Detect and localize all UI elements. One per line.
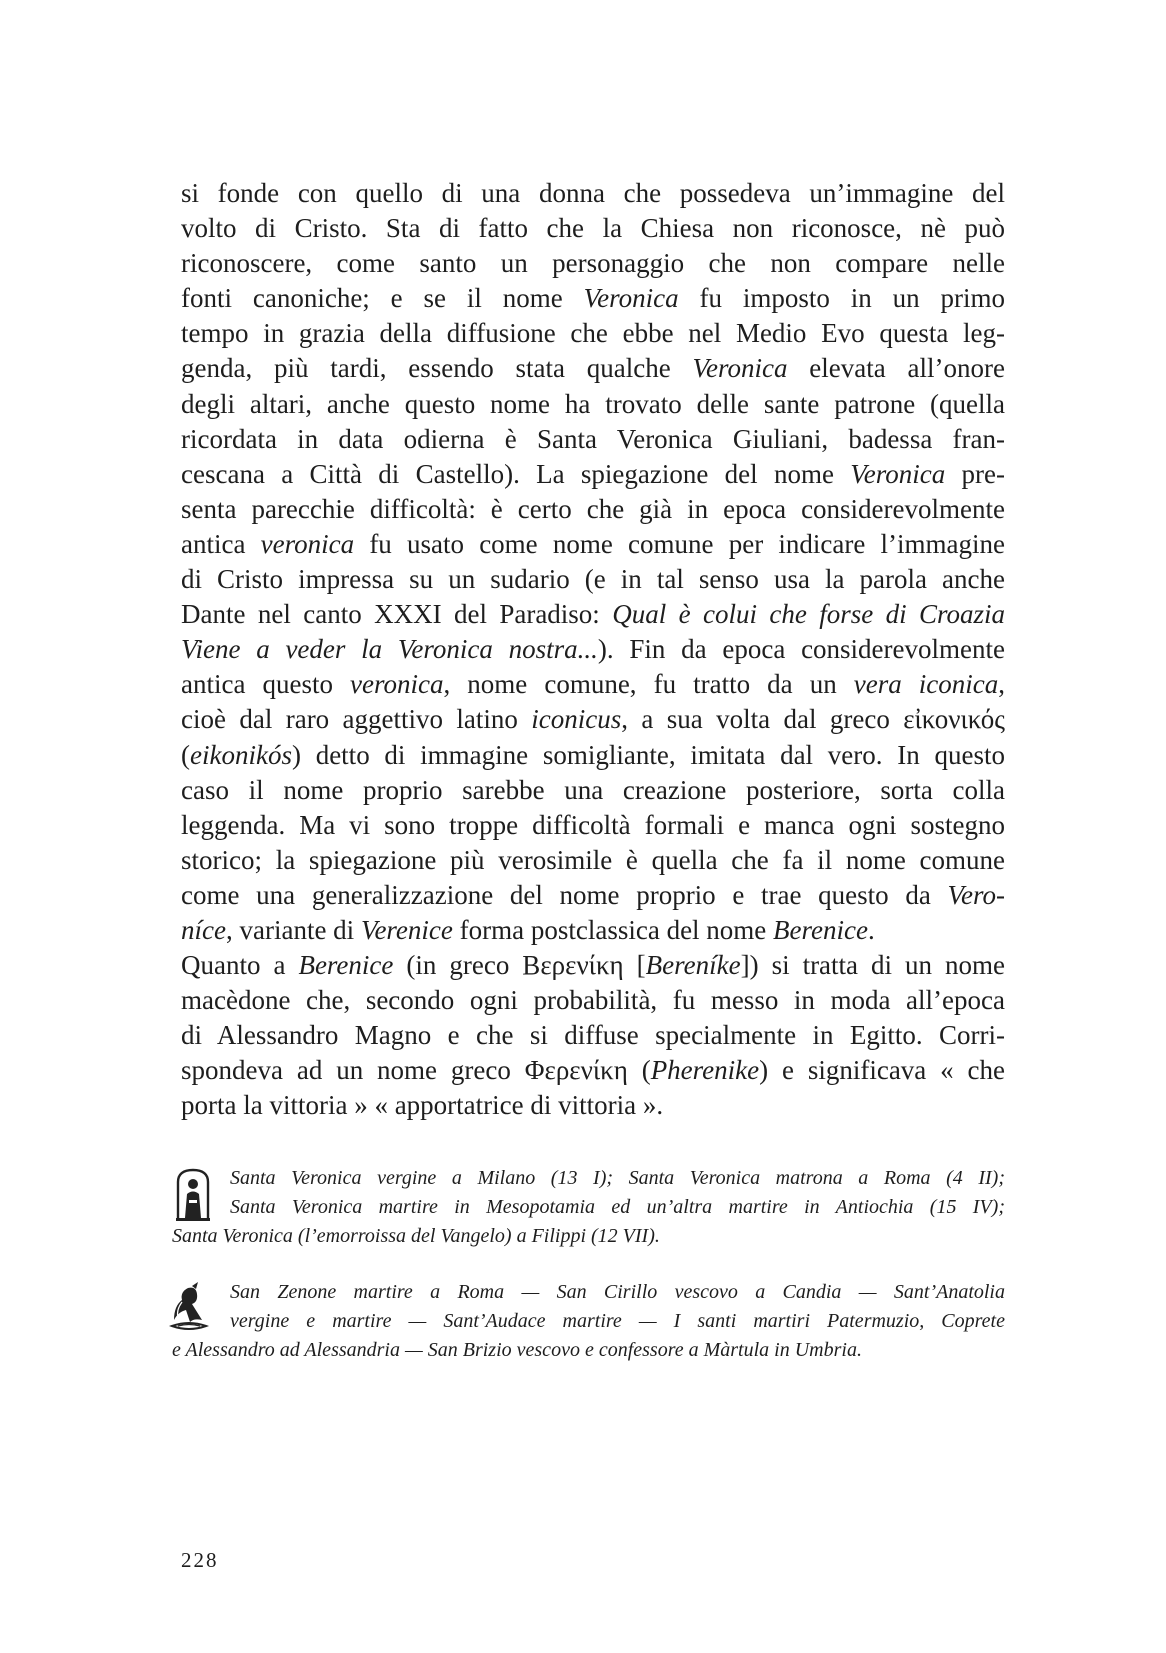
- saints-note-day: [172, 1278, 1005, 1365]
- text-line: fonti canoniche; e se il nome Veronica fu imposto in un primo: [181, 283, 1005, 314]
- note-line: Santa Veronica martire in Mesopotamia ed un’altra martire in Antiochia (15 IV);: [230, 1196, 1005, 1218]
- text-line: degli altari, anche questo nome ha trovato delle sante patrone (quella: [181, 388, 1005, 419]
- italic-term: Verenice: [360, 914, 453, 945]
- italic-term: Veronica: [692, 353, 788, 384]
- italic-term: vera iconica: [853, 669, 999, 700]
- text-line: senta parecchie difficoltà: è certo che già in epoca considerevolmente: [181, 493, 1005, 524]
- text-line: Viene a veder la Veronica nostra...). Fin da epoca considerevolmente: [181, 634, 1005, 665]
- italic-term: veronica: [350, 669, 444, 700]
- italic-term: Veronica: [583, 283, 679, 314]
- saints-note-veronica: [172, 1164, 1005, 1251]
- note-line: vergine e martire — Sant’Audace martire — I santi martiri Patermuzio, Coprete: [230, 1310, 1005, 1332]
- text-line: come una generalizzazione del nome proprio e trae questo da Vero-: [181, 879, 1005, 910]
- italic-term: Veronica: [850, 458, 946, 489]
- text-line: cioè dal raro aggettivo latino iconicus, a sua volta dal greco εἰκονικός: [181, 704, 1005, 735]
- text-line: tempo in grazia della diffusione che ebbe nel Medio Evo questa leg-: [181, 318, 1005, 349]
- italic-term: Qual è colui che forse di Croazia: [612, 599, 1005, 630]
- text-line: antica veronica fu usato come nome comune per indicare l’immagine: [181, 528, 1005, 559]
- text-line: caso il nome proprio sarebbe una creazione posteriore, sorta colla: [181, 774, 1005, 805]
- italic-term: iconicus: [531, 704, 622, 735]
- text-line: di Alessandro Magno e che si diffuse specialmente in Egitto. Corri-: [181, 1020, 1005, 1051]
- text-line: ricordata in data odierna è Santa Veronica Giuliani, badessa fran-: [181, 423, 1005, 454]
- text-line: (eikonikós) detto di immagine somigliante, imitata dal vero. In questo: [181, 739, 1005, 770]
- italic-term: Bereníke: [645, 950, 741, 981]
- text-line: storico; la spiegazione più verosimile è quella che fa il nome comune: [181, 844, 1005, 875]
- page-number: 228: [181, 1548, 219, 1572]
- text-line: si fonde con quello di una donna che possedeva un’immagine del: [181, 178, 1005, 208]
- italic-term: níce: [181, 914, 226, 945]
- main-text-block: [181, 176, 1005, 1124]
- italic-term: Berenice: [773, 914, 868, 945]
- italic-term: Pherenike: [650, 1055, 760, 1086]
- italic-term: Berenice: [298, 950, 394, 981]
- text-line: di Cristo impressa su un sudario (e in tal senso usa la parola anche: [181, 564, 1005, 595]
- text-line: antica questo veronica, nome comune, fu tratto da un vera iconica,: [181, 669, 1005, 700]
- text-line: porta la vittoria » « apportatrice di vittoria ».: [181, 1090, 664, 1121]
- text-line: riconoscere, come santo un personaggio che non compare nelle: [181, 248, 1005, 279]
- text-line: Dante nel canto XXXI del Paradiso: Qual è colui che forse di Croazia: [181, 599, 1005, 630]
- text-line: volto di Cristo. Sta di fatto che la Chiesa non riconosce, nè può: [181, 213, 1005, 244]
- note-line: Santa Veronica (l’emorroissa del Vangelo) a Filippi (12 VII).: [172, 1225, 660, 1247]
- text-line: Quanto a Berenice (in greco Βερενίκη [Bereníke]) si tratta di un nome: [181, 950, 1005, 981]
- italic-term: veronica: [260, 528, 355, 559]
- note-line: San Zenone martire a Roma — San Cirillo vescovo a Candia — Sant’Anatolia: [230, 1281, 1005, 1303]
- text-line: leggenda. Ma vi sono troppe difficoltà formali e manca ogni sostegno: [181, 809, 1005, 840]
- italic-term: Vero-: [947, 879, 1005, 910]
- note-line: Santa Veronica vergine a Milano (13 I); Santa Veronica matrona a Roma (4 II);: [230, 1167, 1005, 1189]
- italic-term: Viene a veder la Veronica nostra...: [181, 634, 598, 665]
- text-line: cescana a Città di Castello). La spiegazione del nome Veronica pre-: [181, 458, 1005, 489]
- note-line: e Alessandro ad Alessandria — San Brizio vescovo e confessore a Màrtula in Umbria.: [172, 1339, 862, 1361]
- text-line: genda, più tardi, essendo stata qualche Veronica elevata all’onore: [181, 353, 1005, 384]
- italic-term: eikonikós: [190, 739, 292, 770]
- text-line: macèdone che, secondo ogni probabilità, fu messo in moda all’epoca: [181, 985, 1005, 1016]
- text-line: níce, variante di Verenice forma postclassica del nome Berenice.: [181, 914, 875, 945]
- text-line: spondeva ad un nome greco Φερενίκη (Pherenike) e significava « che: [181, 1055, 1005, 1086]
